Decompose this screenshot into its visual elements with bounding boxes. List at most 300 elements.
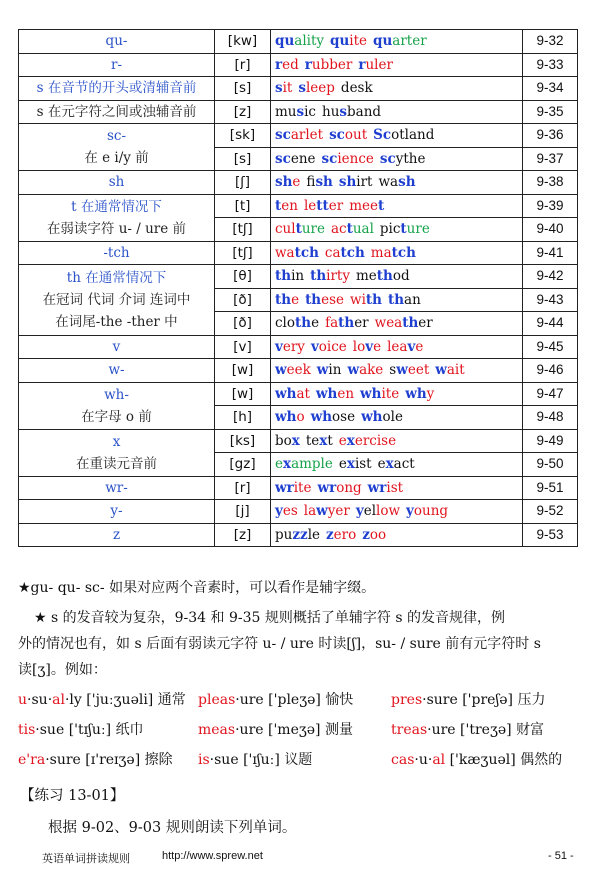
rule-condition bbox=[19, 241, 215, 265]
example-word bbox=[325, 315, 369, 331]
rules-table bbox=[18, 29, 578, 547]
rule-number: 9-38 bbox=[523, 171, 578, 195]
word-segment: z bbox=[326, 526, 334, 543]
rule-condition bbox=[19, 194, 215, 241]
example-entry-word: u·su·al·ly bbox=[18, 692, 82, 708]
phoneme: [θ] bbox=[215, 265, 271, 289]
word-segment: yer bbox=[327, 503, 350, 520]
phoneme: [r] bbox=[215, 476, 271, 500]
example-word bbox=[360, 386, 399, 402]
example-word bbox=[349, 198, 384, 214]
rule-row bbox=[19, 500, 578, 524]
example-word bbox=[325, 245, 365, 261]
word-segment: bo bbox=[275, 432, 292, 449]
word-segment: sh bbox=[315, 174, 333, 191]
example-entry-meaning: 财富 bbox=[516, 722, 545, 738]
example-entry-meaning: 通常 bbox=[157, 692, 186, 708]
rule-number: 9-45 bbox=[523, 335, 578, 359]
condition-line: z bbox=[112, 526, 121, 543]
rule-number: 9-52 bbox=[523, 500, 578, 524]
word-segment: wi bbox=[350, 291, 366, 308]
example-words-cell bbox=[271, 476, 523, 500]
example-word bbox=[275, 386, 310, 402]
rule-row bbox=[19, 523, 578, 547]
example-word bbox=[331, 221, 374, 237]
word-segment: sh bbox=[338, 174, 357, 191]
word-segment: er bbox=[328, 197, 344, 214]
phoneme: [s] bbox=[215, 147, 271, 171]
word-segment: ake bbox=[359, 362, 384, 379]
example-entry-word: tis·sue bbox=[18, 722, 65, 738]
word-segment: e bbox=[338, 456, 347, 473]
example-entry-word: pres·sure bbox=[391, 692, 458, 708]
example-words-cell bbox=[271, 500, 523, 524]
word-segment: ong bbox=[336, 479, 362, 496]
word-segment: th bbox=[310, 268, 327, 285]
example-word bbox=[275, 104, 316, 120]
word-segment: en bbox=[337, 385, 355, 402]
rule-row bbox=[19, 53, 578, 77]
word-segment: sc bbox=[321, 150, 338, 167]
example-words-cell bbox=[271, 171, 523, 195]
example-word bbox=[275, 33, 324, 49]
word-segment: w bbox=[435, 362, 447, 379]
word-segment: ait bbox=[446, 362, 465, 379]
example-words-cell bbox=[271, 77, 523, 101]
word-segment: ythe bbox=[395, 150, 426, 167]
word-segment: x bbox=[283, 456, 292, 473]
word-segment: ese bbox=[321, 291, 345, 308]
example-word bbox=[380, 151, 426, 167]
word-segment: s bbox=[275, 80, 283, 97]
phoneme: [w] bbox=[215, 382, 271, 406]
word-segment: wh bbox=[360, 385, 382, 402]
condition-line: 在冠词 代词 介词 连词中 bbox=[42, 291, 191, 308]
word-segment: s bbox=[389, 362, 397, 379]
phoneme: [r] bbox=[215, 53, 271, 77]
rule-number: 9-43 bbox=[523, 288, 578, 312]
word-segment: w bbox=[347, 362, 360, 379]
exercise-header: 【练习 13-01】 bbox=[20, 788, 125, 804]
rule-condition bbox=[19, 171, 215, 195]
condition-line: wh- bbox=[104, 386, 129, 403]
rule-condition bbox=[19, 335, 215, 359]
phoneme: [w] bbox=[215, 359, 271, 383]
phoneme: [gz] bbox=[215, 453, 271, 477]
word-segment: e bbox=[275, 456, 283, 473]
rule-condition bbox=[19, 359, 215, 383]
rule-condition bbox=[19, 500, 215, 524]
example-word bbox=[275, 151, 316, 167]
example-words-cell bbox=[271, 30, 523, 54]
word-segment: la bbox=[303, 503, 317, 520]
example-word bbox=[356, 268, 410, 284]
example-entry-word: cas·u·al bbox=[391, 752, 446, 768]
phoneme: [ʃ] bbox=[215, 171, 271, 195]
word-segment: eek bbox=[286, 362, 311, 379]
condition-line: wr- bbox=[105, 479, 128, 496]
word-segment: otland bbox=[391, 127, 435, 144]
example-word bbox=[275, 268, 304, 284]
example-entry bbox=[391, 689, 545, 709]
condition-line: y- bbox=[110, 503, 123, 520]
rule-number: 9-39 bbox=[523, 194, 578, 218]
example-words-cell bbox=[271, 147, 523, 171]
phoneme: [ks] bbox=[215, 429, 271, 453]
word-segment: ite bbox=[349, 33, 368, 50]
rule-number: 9-44 bbox=[523, 312, 578, 336]
word-segment: ca bbox=[324, 244, 341, 261]
word-segment: ene bbox=[290, 150, 316, 167]
word-segment: od bbox=[392, 268, 410, 285]
condition-line: -tch bbox=[103, 244, 130, 261]
word-segment: ite bbox=[381, 385, 400, 402]
phoneme: [z] bbox=[215, 100, 271, 124]
example-entry-word: is·sue bbox=[198, 752, 239, 768]
example-word bbox=[375, 315, 433, 331]
word-segment: wr bbox=[317, 479, 337, 496]
word-segment: sc bbox=[329, 127, 345, 144]
rule-row bbox=[19, 429, 578, 453]
example-word bbox=[322, 151, 374, 167]
word-segment: act bbox=[393, 456, 415, 473]
rule-row bbox=[19, 241, 578, 265]
word-segment: tch bbox=[340, 244, 365, 261]
example-word bbox=[388, 292, 421, 308]
word-segment: wr bbox=[367, 479, 387, 496]
example-word bbox=[275, 527, 320, 543]
example-word bbox=[306, 174, 332, 190]
example-word bbox=[341, 80, 373, 96]
example-word bbox=[275, 362, 311, 378]
note-s-pronunciation-line3: 读[ʒ]。例如： bbox=[18, 662, 107, 678]
example-entry-meaning: 擦除 bbox=[144, 752, 173, 768]
word-segment: wh bbox=[405, 385, 427, 402]
word-segment: o bbox=[296, 409, 305, 426]
word-segment: e bbox=[338, 432, 347, 449]
word-segment: mee bbox=[349, 197, 378, 214]
example-words-cell bbox=[271, 218, 523, 242]
word-segment: v bbox=[275, 338, 283, 355]
rule-number: 9-47 bbox=[523, 382, 578, 406]
word-segment: qu bbox=[330, 33, 350, 50]
word-segment: at bbox=[296, 385, 310, 402]
example-words-cell bbox=[271, 265, 523, 289]
rule-row bbox=[19, 194, 578, 218]
example-word bbox=[304, 503, 350, 519]
word-segment: e bbox=[373, 338, 382, 355]
example-words-cell bbox=[271, 382, 523, 406]
word-segment: ure bbox=[301, 221, 325, 238]
word-segment: in bbox=[328, 362, 342, 379]
example-word bbox=[405, 386, 434, 402]
word-segment: e bbox=[311, 315, 320, 332]
word-segment: e bbox=[292, 174, 301, 191]
example-words-cell bbox=[271, 241, 523, 265]
word-segment: ic bbox=[304, 103, 316, 120]
word-segment: y bbox=[426, 385, 435, 402]
word-segment: lo bbox=[352, 338, 366, 355]
word-segment: ercise bbox=[354, 432, 397, 449]
example-word bbox=[362, 527, 386, 543]
word-segment: ac bbox=[330, 221, 347, 238]
word-segment: ience bbox=[337, 150, 374, 167]
example-entry-word: pleas·ure bbox=[198, 692, 264, 708]
rule-row bbox=[19, 476, 578, 500]
word-segment: ole bbox=[382, 409, 403, 426]
footer-url[interactable]: http://www.sprew.net bbox=[162, 850, 263, 862]
rule-number: 9-35 bbox=[523, 100, 578, 124]
word-segment: sh bbox=[398, 174, 416, 191]
word-segment: wh bbox=[315, 385, 338, 402]
example-entry-meaning: 议题 bbox=[284, 752, 313, 768]
word-segment: out bbox=[344, 127, 368, 144]
example-word bbox=[435, 362, 464, 378]
example-entry bbox=[391, 719, 544, 739]
example-words-cell bbox=[271, 523, 523, 547]
example-word bbox=[275, 315, 319, 331]
example-word bbox=[347, 362, 383, 378]
example-entry-ipa: ['tɪʃuː] bbox=[64, 722, 116, 738]
example-entry-word: treas·ure bbox=[391, 722, 456, 738]
phoneme: [v] bbox=[215, 335, 271, 359]
rule-number: 9-34 bbox=[523, 77, 578, 101]
example-words-cell bbox=[271, 194, 523, 218]
example-word bbox=[368, 480, 403, 496]
example-words-cell bbox=[271, 288, 523, 312]
word-segment: qu bbox=[275, 33, 295, 50]
phoneme: [ð] bbox=[215, 312, 271, 336]
example-word bbox=[330, 33, 367, 49]
word-segment: le bbox=[303, 197, 317, 214]
word-segment: th bbox=[275, 291, 292, 308]
phoneme: [z] bbox=[215, 523, 271, 547]
word-segment: th bbox=[376, 268, 393, 285]
example-entry-meaning: 压力 bbox=[517, 692, 546, 708]
word-segment: th bbox=[387, 291, 405, 308]
example-word bbox=[310, 268, 350, 284]
example-entry bbox=[18, 719, 144, 739]
example-words-cell bbox=[271, 53, 523, 77]
condition-line: th 在通常情况下 bbox=[66, 269, 167, 286]
example-word bbox=[306, 433, 333, 449]
word-segment: in bbox=[291, 268, 305, 285]
word-segment: e bbox=[377, 456, 386, 473]
example-word bbox=[329, 127, 367, 143]
example-word bbox=[275, 292, 299, 308]
word-segment: w bbox=[316, 503, 328, 520]
condition-line: w- bbox=[108, 362, 125, 379]
example-word bbox=[356, 503, 400, 519]
example-word bbox=[275, 198, 298, 214]
example-word bbox=[389, 362, 429, 378]
word-segment: x bbox=[385, 456, 394, 473]
word-segment: low bbox=[376, 503, 401, 520]
example-word bbox=[317, 480, 361, 496]
example-word bbox=[406, 503, 448, 519]
word-segment: v bbox=[310, 338, 319, 355]
word-segment: es bbox=[282, 503, 298, 520]
word-segment: oo bbox=[369, 526, 387, 543]
word-segment: tt bbox=[316, 197, 329, 214]
example-words-cell bbox=[271, 100, 523, 124]
word-segment: clo bbox=[275, 315, 296, 332]
word-segment: mu bbox=[275, 103, 297, 120]
example-entry-ipa: ['pleʒə] bbox=[263, 692, 326, 708]
example-word bbox=[326, 527, 356, 543]
condition-line: sc- bbox=[106, 128, 127, 144]
footer-page-number: - 51 - bbox=[548, 850, 574, 862]
rule-condition bbox=[19, 53, 215, 77]
phoneme: [tʃ] bbox=[215, 218, 271, 242]
word-segment: x bbox=[346, 456, 355, 473]
rule-number: 9-48 bbox=[523, 406, 578, 430]
word-segment: qu bbox=[373, 33, 393, 50]
word-segment: eet bbox=[407, 362, 430, 379]
word-segment: e bbox=[291, 291, 300, 308]
word-segment: arter bbox=[392, 33, 427, 50]
word-segment: sc bbox=[275, 150, 291, 167]
rule-number: 9-41 bbox=[523, 241, 578, 265]
rule-number: 9-49 bbox=[523, 429, 578, 453]
phoneme: [t] bbox=[215, 194, 271, 218]
condition-line: t 在通常情况下 bbox=[71, 198, 162, 215]
word-segment: cul bbox=[275, 221, 296, 238]
word-segment: arlet bbox=[290, 127, 324, 144]
word-segment: v bbox=[365, 338, 374, 355]
word-segment: th bbox=[402, 315, 419, 332]
word-segment: ose bbox=[332, 409, 356, 426]
condition-line: s 在音节的开头或清辅音前 bbox=[36, 80, 197, 97]
word-segment: des bbox=[340, 80, 365, 97]
word-segment: ality bbox=[294, 33, 325, 50]
word-segment: w bbox=[316, 362, 329, 379]
example-word bbox=[275, 503, 298, 519]
word-segment: sc bbox=[379, 150, 396, 167]
word-segment: zz bbox=[292, 526, 308, 543]
rule-number: 9-51 bbox=[523, 476, 578, 500]
word-segment: ure bbox=[406, 221, 430, 238]
word-segment: tch bbox=[391, 244, 416, 261]
example-word bbox=[311, 339, 347, 355]
rule-condition bbox=[19, 429, 215, 476]
word-segment: irty bbox=[326, 268, 350, 285]
rule-condition bbox=[19, 30, 215, 54]
word-segment: t bbox=[275, 197, 282, 214]
example-entry bbox=[18, 689, 186, 709]
example-entry bbox=[198, 749, 312, 769]
word-segment: ist bbox=[386, 479, 404, 496]
word-segment: te bbox=[305, 432, 320, 449]
rule-condition bbox=[19, 476, 215, 500]
word-segment: oice bbox=[318, 338, 347, 355]
example-entry-ipa: [ɪ'reɪʒə] bbox=[80, 752, 145, 768]
example-entry bbox=[198, 719, 353, 739]
word-segment: uler bbox=[365, 56, 393, 73]
word-segment: an bbox=[404, 291, 421, 308]
word-segment: wea bbox=[374, 315, 403, 332]
word-segment: e bbox=[415, 338, 424, 355]
word-segment: th bbox=[338, 315, 355, 332]
word-segment: ual bbox=[352, 221, 374, 238]
word-segment: wr bbox=[275, 479, 294, 496]
word-segment: Sc bbox=[373, 127, 392, 144]
rule-number: 9-46 bbox=[523, 359, 578, 383]
note-s-pronunciation-line2: 外的情况也有，如 s 后面有弱读元字符 u- / ure 时读[ʃ]，su- / sure 前有元字符时 s bbox=[18, 636, 541, 652]
word-segment: wh bbox=[310, 409, 333, 426]
word-segment: wa bbox=[378, 174, 399, 191]
rule-row bbox=[19, 100, 578, 124]
example-entry-ipa: ['ɪʃuː] bbox=[238, 752, 285, 768]
example-word bbox=[305, 292, 344, 308]
example-entry-meaning: 偶然的 bbox=[520, 752, 563, 768]
word-segment: x bbox=[291, 432, 300, 449]
example-word bbox=[275, 456, 333, 472]
word-segment: ite bbox=[293, 479, 312, 496]
word-segment: ero bbox=[333, 526, 357, 543]
note-auxiliary-digraph: ★gu- qu- sc- 如果对应两个音素时，可以看作是辅字缀。 bbox=[18, 580, 376, 596]
rule-number: 9-33 bbox=[523, 53, 578, 77]
rule-number: 9-53 bbox=[523, 523, 578, 547]
note-s-pronunciation-line1: ★ s 的发音较为复杂，9-34 和 9-35 规则概括了单辅字符 s 的发音规律，例 bbox=[34, 610, 505, 626]
word-segment: v bbox=[407, 338, 416, 355]
word-segment: ubber bbox=[311, 56, 353, 73]
phoneme: [s] bbox=[215, 77, 271, 101]
condition-line: 在重读元音前 bbox=[76, 455, 157, 472]
example-word bbox=[275, 245, 319, 261]
word-segment: ed bbox=[282, 56, 299, 73]
example-word bbox=[298, 80, 335, 96]
word-segment: pic bbox=[379, 221, 401, 238]
word-segment: y bbox=[355, 503, 364, 520]
phoneme: [kw] bbox=[215, 30, 271, 54]
example-word bbox=[275, 57, 299, 73]
rule-number: 9-42 bbox=[523, 265, 578, 289]
example-words-cell bbox=[271, 359, 523, 383]
word-segment: wh bbox=[275, 385, 297, 402]
word-segment: s bbox=[298, 80, 306, 97]
word-segment: ample bbox=[291, 456, 333, 473]
word-segment: ist bbox=[354, 456, 372, 473]
footer-title: 英语单词拼读规则 bbox=[42, 853, 130, 865]
word-segment: sc bbox=[275, 127, 291, 144]
example-entry bbox=[198, 689, 353, 709]
rule-number: 9-40 bbox=[523, 218, 578, 242]
example-word bbox=[358, 57, 393, 73]
word-segment: er bbox=[418, 315, 433, 332]
example-word bbox=[339, 433, 396, 449]
rule-row bbox=[19, 30, 578, 54]
example-word bbox=[305, 57, 353, 73]
exercise-instruction: 根据 9-02、9-03 规则朗读下列单词。 bbox=[48, 820, 297, 836]
example-word bbox=[316, 386, 354, 402]
word-segment: sh bbox=[275, 174, 293, 191]
word-segment: th bbox=[275, 268, 292, 285]
word-segment: ery bbox=[282, 338, 305, 355]
word-segment: wh bbox=[361, 409, 383, 426]
rule-number: 9-50 bbox=[523, 453, 578, 477]
example-word bbox=[275, 339, 305, 355]
word-segment: s bbox=[296, 103, 305, 120]
word-segment: pu bbox=[275, 526, 293, 543]
word-segment: er bbox=[354, 315, 369, 332]
example-entry-ipa: ['treʒə] bbox=[455, 722, 517, 738]
word-segment: ma bbox=[370, 244, 392, 261]
example-entry-ipa: ['preʃə] bbox=[457, 692, 518, 708]
example-entry-ipa: ['kæʒuəl] bbox=[445, 752, 521, 768]
word-segment: leep bbox=[305, 80, 335, 97]
word-segment: it bbox=[282, 80, 293, 97]
